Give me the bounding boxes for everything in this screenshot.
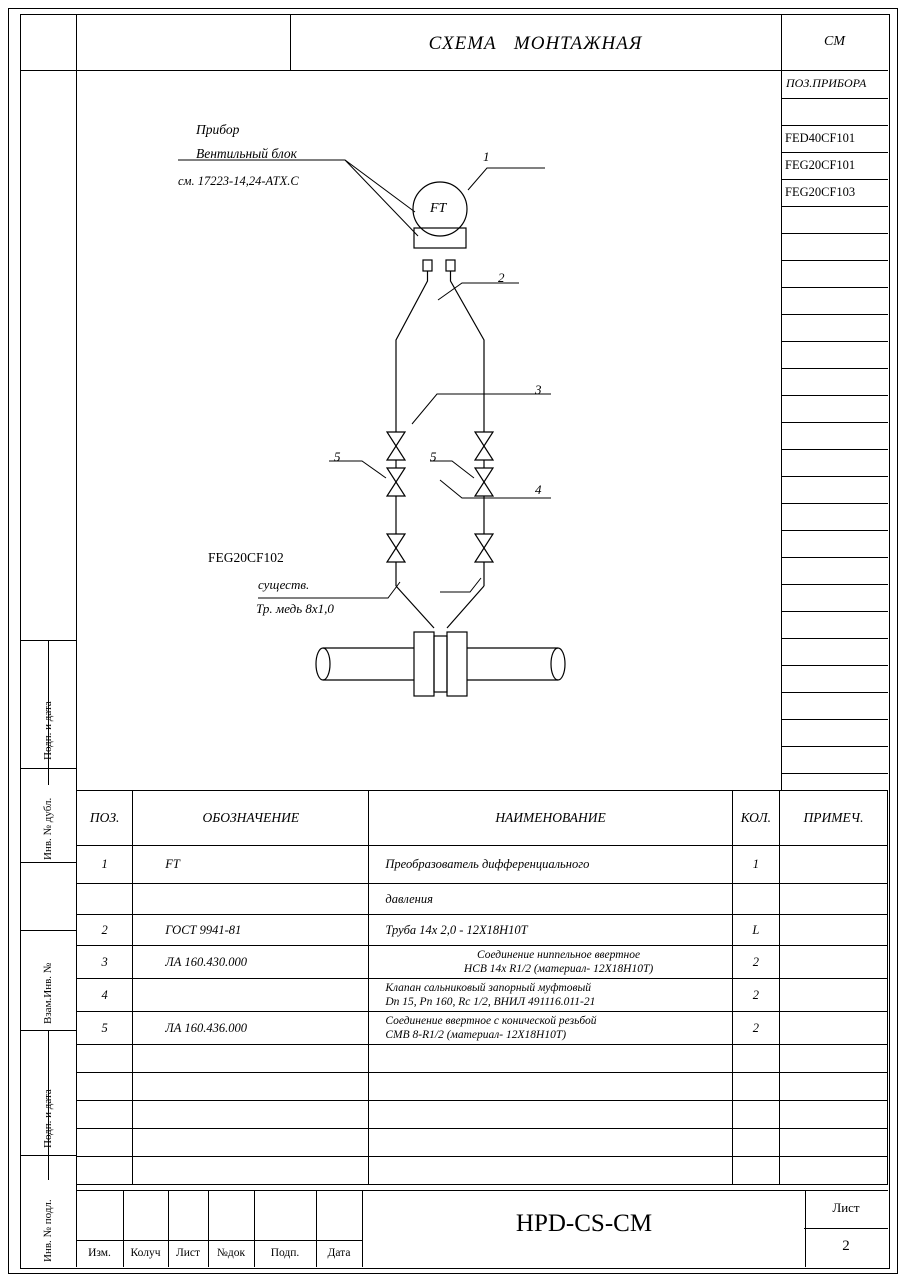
label-existing: существ. — [258, 577, 310, 592]
strip-divider — [20, 930, 76, 931]
callout-3: 3 — [535, 382, 542, 397]
tb-col-list-label: Лист — [175, 1247, 201, 1259]
cell-designation — [133, 979, 369, 1012]
tb-col-podp-label: Подп. — [270, 1247, 300, 1259]
tb-div — [254, 1190, 255, 1240]
tb-col-data — [316, 1240, 362, 1267]
strip-label-podp-data-2: Подп. и дата — [42, 1089, 54, 1148]
table-row — [77, 1045, 888, 1073]
device-position-row — [781, 612, 888, 639]
cell-note — [780, 1157, 888, 1185]
drawing-number-box — [362, 1190, 806, 1267]
device-position-row — [781, 423, 888, 450]
sheet-label: Лист — [832, 1200, 860, 1215]
table-row — [77, 979, 888, 1012]
cell-name — [369, 1129, 732, 1157]
device-position-row — [781, 693, 888, 720]
spec-col-note: ПРИМЕЧ. — [780, 791, 888, 846]
cell-pos: 4 — [77, 979, 133, 1012]
cell-qty: L — [732, 915, 779, 946]
device-position-row — [781, 477, 888, 504]
cell-note — [780, 1012, 888, 1045]
cell-qty: 2 — [732, 946, 779, 979]
sheet-number: 2 — [842, 1238, 850, 1254]
callout-5-right: 5 — [430, 449, 437, 464]
callout-1: 1 — [483, 149, 490, 164]
strip-label-inv-dubl: Инв. № дубл. — [42, 797, 54, 860]
device-position-row — [781, 720, 888, 747]
tb-div — [208, 1190, 209, 1240]
cell-note — [780, 979, 888, 1012]
strip-label-podp-data-1: Подп. и дата — [42, 701, 54, 760]
device-position-row — [781, 315, 888, 342]
header-divider — [20, 70, 888, 71]
spec-col-designation: ОБОЗНАЧЕНИЕ — [133, 791, 369, 846]
tb-col-koluch-label: Колуч — [130, 1247, 161, 1259]
strip-label-vzam-inv: Взам.Инв. № — [42, 962, 54, 1024]
strip-label-inv-podl: Инв. № подл. — [42, 1199, 54, 1262]
device-position-row — [781, 180, 888, 207]
device-position-row — [781, 585, 888, 612]
cell-pos: 1 — [77, 846, 133, 884]
table-row — [77, 1073, 888, 1101]
cell-designation: ЛА 160.436.000 — [133, 1012, 369, 1045]
spec-header-row — [77, 791, 888, 846]
cell-name: Преобразователь дифференциального — [369, 846, 732, 884]
cell-name — [369, 1073, 732, 1101]
device-position-table — [781, 70, 888, 774]
cell-name: Соединение ниппельное ввертное НСВ 14х R1/2 (материал- 12Х18Н10Т) — [369, 946, 732, 979]
callout-5-left: 5 — [334, 449, 341, 464]
device-position-row — [781, 666, 888, 693]
device-position-header-label: ПОЗ.ПРИБОРА — [786, 76, 867, 90]
tb-col-izm — [76, 1240, 124, 1267]
cell-qty — [732, 1129, 779, 1157]
cell-qty — [732, 1101, 779, 1129]
cell-note — [780, 846, 888, 884]
device-position-row — [781, 126, 888, 153]
cell-pos — [77, 1129, 133, 1157]
table-row — [77, 1101, 888, 1129]
cell-qty: 1 — [732, 846, 779, 884]
tb-col-koluch — [123, 1240, 169, 1267]
label-pipe-spec: Тр. медь 8х1,0 — [256, 601, 334, 616]
device-position-row — [781, 504, 888, 531]
tb-div — [168, 1190, 169, 1240]
strip-divider — [20, 862, 76, 863]
cell-designation — [133, 1129, 369, 1157]
cell-pos — [77, 884, 133, 915]
tb-div — [316, 1190, 317, 1240]
tb-col-data-label: Дата — [327, 1247, 351, 1259]
cell-designation — [133, 1073, 369, 1101]
device-position-value: FEG20CF101 — [785, 158, 856, 172]
device-position-value: FED40CF101 — [785, 131, 856, 145]
cell-note — [780, 1073, 888, 1101]
cell-designation — [133, 1101, 369, 1129]
table-row — [77, 846, 888, 884]
cell-name — [369, 1101, 732, 1129]
tb-col-ndok-label: №док — [216, 1247, 246, 1259]
device-position-row — [781, 153, 888, 180]
cell-qty — [732, 1045, 779, 1073]
table-row — [77, 946, 888, 979]
label-reference: см. 17223-14,24-АТХ.С — [178, 174, 299, 188]
device-position-row — [781, 531, 888, 558]
device-position-header — [781, 70, 888, 99]
device-position-row — [781, 261, 888, 288]
spec-col-pos: ПОЗ. — [77, 791, 133, 846]
title-block — [76, 1190, 888, 1267]
cell-designation — [133, 1157, 369, 1185]
cell-note — [780, 1129, 888, 1157]
cell-note — [780, 884, 888, 915]
cell-designation — [133, 884, 369, 915]
cell-name: Соединение ввертное с конической резьбой СМВ 8-R1/2 (материал- 12Х18Н10Т) — [369, 1012, 732, 1045]
cell-note — [780, 1101, 888, 1129]
callout-4: 4 — [535, 482, 542, 497]
cell-pos: 5 — [77, 1012, 133, 1045]
device-position-row — [781, 639, 888, 666]
tb-col-podp — [254, 1240, 317, 1267]
cell-note — [780, 1045, 888, 1073]
device-position-row — [781, 396, 888, 423]
cell-designation: ГОСТ 9941-81 — [133, 915, 369, 946]
label-valve-block: Вентильный блок — [196, 146, 297, 161]
table-row — [77, 884, 888, 915]
cell-name: Труба 14х 2,0 - 12Х18Н10Т — [369, 915, 732, 946]
cell-qty — [732, 884, 779, 915]
spec-col-qty: КОЛ. — [732, 791, 779, 846]
callout-2: 2 — [498, 270, 505, 285]
tb-col-list — [168, 1240, 209, 1267]
device-position-row — [781, 747, 888, 774]
tb-div — [123, 1190, 124, 1240]
device-position-row — [781, 99, 888, 126]
device-position-row — [781, 207, 888, 234]
device-position-value: FEG20CF103 — [785, 185, 856, 199]
specification-table — [76, 790, 888, 1185]
device-position-row — [781, 450, 888, 477]
cell-name: давления — [369, 884, 732, 915]
tb-col-izm-label: Изм. — [88, 1247, 111, 1259]
table-row — [77, 1129, 888, 1157]
header-code: СМ — [824, 34, 845, 49]
revision-columns — [76, 1190, 362, 1267]
cell-designation: ЛА 160.430.000 — [133, 946, 369, 979]
page-title: СХЕМА МОНТАЖНАЯ — [428, 33, 643, 54]
cell-pos — [77, 1073, 133, 1101]
cell-qty — [732, 1073, 779, 1101]
device-position-row — [781, 558, 888, 585]
cell-designation: FT — [133, 846, 369, 884]
device-position-row — [781, 234, 888, 261]
device-position-row — [781, 342, 888, 369]
table-row — [77, 1157, 888, 1185]
table-row — [77, 915, 888, 946]
cell-name — [369, 1157, 732, 1185]
cell-pos — [77, 1045, 133, 1073]
cell-pos — [77, 1157, 133, 1185]
drawing-number: HPD-CS-CM — [515, 1210, 653, 1237]
label-pribor: Прибор — [196, 122, 240, 137]
cell-name — [369, 1045, 732, 1073]
spec-col-name: НАИМЕНОВАНИЕ — [369, 791, 732, 846]
table-row — [77, 1012, 888, 1045]
label-transmitter-tag: FT — [430, 201, 447, 216]
cell-qty: 2 — [732, 979, 779, 1012]
cell-qty: 2 — [732, 1012, 779, 1045]
tb-col-ndok — [208, 1240, 255, 1267]
sheet-number-box — [804, 1190, 888, 1267]
cell-name: Клапан сальниковый запорный муфтовый Dn 15, Pn 160, Rc 1/2, ВНИЛ 491116.011-21 — [369, 979, 732, 1012]
cell-note — [780, 915, 888, 946]
device-position-row — [781, 369, 888, 396]
cell-qty — [732, 1157, 779, 1185]
label-existing-tag: FEG20CF102 — [208, 550, 284, 565]
cell-note — [780, 946, 888, 979]
device-position-row — [781, 288, 888, 315]
cell-designation — [133, 1045, 369, 1073]
cell-pos: 2 — [77, 915, 133, 946]
cell-pos — [77, 1101, 133, 1129]
cell-pos: 3 — [77, 946, 133, 979]
